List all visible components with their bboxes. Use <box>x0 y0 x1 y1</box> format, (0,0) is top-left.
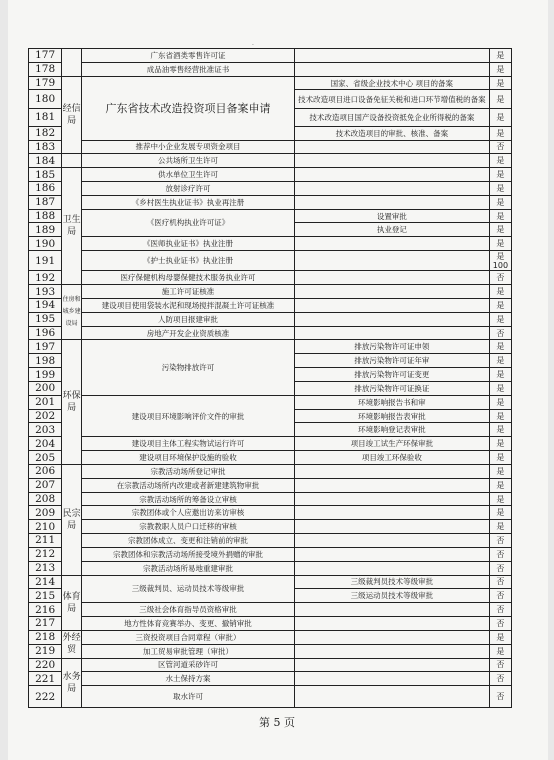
row-number: 196 <box>29 326 62 340</box>
sub-item <box>294 299 489 313</box>
sub-item <box>294 326 489 340</box>
table-row <box>29 340 512 354</box>
table-row <box>29 561 512 575</box>
table-row <box>29 672 512 686</box>
online-flag: 否 <box>489 672 511 686</box>
item-name: 三级裁判员、运动员技术等级审批 <box>82 575 295 603</box>
sub-item: 技术改造项目的审批、核准、备案 <box>294 126 489 140</box>
table-row <box>29 547 512 561</box>
online-flag: 否 <box>489 271 511 285</box>
item-name: 宗教活动场所易地重建审批 <box>82 561 295 575</box>
item-name: 医疗保健机构母婴保健技术服务执业许可 <box>82 271 295 285</box>
department-cell: 经信局 <box>62 76 82 154</box>
row-number: 186 <box>29 181 62 195</box>
table-row <box>29 478 512 492</box>
online-flag: 否 <box>489 603 511 617</box>
online-flag: 是 <box>489 90 511 108</box>
row-number: 180 <box>29 90 62 108</box>
sub-item <box>294 168 489 182</box>
online-flag: 否 <box>489 561 511 575</box>
row-number: 187 <box>29 195 62 209</box>
row-number: 185 <box>29 168 62 182</box>
table-row <box>29 168 512 182</box>
sub-item <box>294 658 489 672</box>
online-flag: 是 <box>489 423 511 437</box>
row-number: 197 <box>29 340 62 354</box>
top-mark: . <box>252 40 254 47</box>
item-name: 公共场所卫生许可 <box>82 154 295 168</box>
table-row <box>29 617 512 631</box>
online-flag: 是 <box>489 181 511 195</box>
online-flag: 否 <box>489 326 511 340</box>
row-number: 199 <box>29 368 62 382</box>
sub-item: 排放污染物许可证年审 <box>294 354 489 368</box>
item-name: 水土保持方案 <box>82 672 295 686</box>
item-name: 《乡村医生执业证书》执业再注册 <box>82 195 295 209</box>
row-number: 189 <box>29 223 62 237</box>
online-flag: 是 <box>489 312 511 326</box>
sub-item: 环境影响登记表审批 <box>294 423 489 437</box>
row-number: 207 <box>29 478 62 492</box>
item-name: 《医师执业证书》执业注册 <box>82 237 295 251</box>
online-flag: 是 <box>489 409 511 423</box>
row-number: 219 <box>29 644 62 658</box>
sub-item: 国家、省级企业技术中心 项目的备案 <box>294 76 489 90</box>
sub-item: 设置审批 <box>294 209 489 223</box>
online-flag: 是 <box>489 395 511 409</box>
online-flag: 是 <box>489 340 511 354</box>
item-name: 施工许可证核准 <box>82 285 295 299</box>
table-row <box>29 492 512 506</box>
row-number: 188 <box>29 209 62 223</box>
table-row <box>29 534 512 548</box>
online-flag: 是 <box>489 478 511 492</box>
sub-item <box>294 686 489 708</box>
sub-item <box>294 644 489 658</box>
item-name: 宗教团体和宗教活动场所接受境外捐赠的审批 <box>82 547 295 561</box>
online-flag: 否 <box>489 589 511 603</box>
item-name: 《护士执业证书》执业注册 <box>82 251 295 271</box>
sub-item <box>294 285 489 299</box>
table-row <box>29 62 512 76</box>
online-flag: 是 <box>489 437 511 451</box>
online-flag: 否 <box>489 686 511 708</box>
table-row <box>29 506 512 520</box>
sub-item <box>294 312 489 326</box>
table-row <box>29 181 512 195</box>
item-name: 三资投资项目合同章程（审批） <box>82 630 295 644</box>
online-flag: 是 <box>489 126 511 140</box>
sub-item <box>294 478 489 492</box>
sub-item: 环境影响报告表审批 <box>294 409 489 423</box>
row-number: 217 <box>29 617 62 631</box>
item-name: 三级社会体育指导员资格审批 <box>82 603 295 617</box>
sub-item <box>294 630 489 644</box>
online-flag: 是 <box>489 506 511 520</box>
online-flag: 是 <box>489 195 511 209</box>
item-name: 供水单位卫生许可 <box>82 168 295 182</box>
table-row <box>29 49 512 63</box>
row-number: 209 <box>29 506 62 520</box>
row-number: 191 <box>29 251 62 271</box>
sub-item <box>294 506 489 520</box>
sub-item <box>294 672 489 686</box>
row-number: 214 <box>29 575 62 589</box>
row-number: 194 <box>29 299 62 313</box>
approval-items-table <box>28 48 512 708</box>
item-name: 房地产开发企业资质核准 <box>82 326 295 340</box>
row-number: 215 <box>29 589 62 603</box>
sub-item <box>294 492 489 506</box>
sub-item: 执业登记 <box>294 223 489 237</box>
row-number: 208 <box>29 492 62 506</box>
row-number: 211 <box>29 534 62 548</box>
row-number: 183 <box>29 140 62 154</box>
row-number: 210 <box>29 520 62 534</box>
sub-item <box>294 534 489 548</box>
item-name: 《医疗机构执业许可证》 <box>82 209 295 237</box>
table-row <box>29 76 512 90</box>
table-row <box>29 154 512 168</box>
row-number: 193 <box>29 285 62 299</box>
sub-item <box>294 154 489 168</box>
online-flag: 否 <box>489 534 511 548</box>
sub-item <box>294 271 489 285</box>
sub-item <box>294 617 489 631</box>
item-name: 推荐中小企业发展专项资金项目 <box>82 140 295 154</box>
row-number: 202 <box>29 409 62 423</box>
row-number: 184 <box>29 154 62 168</box>
item-name: 地方性体育竞赛举办、变更、撤销审批 <box>82 617 295 631</box>
row-number: 222 <box>29 686 62 708</box>
table-row <box>29 451 512 465</box>
online-flag: 是 <box>489 451 511 465</box>
item-name: 取水许可 <box>82 686 295 708</box>
item-name: 成品油零售经营批准证书 <box>82 62 295 76</box>
online-flag: 是 <box>489 630 511 644</box>
department-cell: 水务局 <box>62 658 82 707</box>
department-cell: 环保局 <box>62 340 82 464</box>
item-name: 宗教团体或个人应邀出访来访审核 <box>82 506 295 520</box>
row-number: 192 <box>29 271 62 285</box>
department-cell: 卫生局 <box>62 168 82 285</box>
item-name: 宗教活动场所登记审批 <box>82 464 295 478</box>
department-cell: 住房和城乡建设局 <box>62 285 82 340</box>
online-flag: 是 <box>489 520 511 534</box>
sub-item <box>294 520 489 534</box>
table-row <box>29 285 512 299</box>
online-flag: 否 <box>489 575 511 589</box>
online-flag: 否 <box>489 140 511 154</box>
online-flag: 是 100 <box>489 251 511 271</box>
online-flag: 是 <box>489 76 511 90</box>
table-row <box>29 437 512 451</box>
sub-item: 技术改造项目进口设备免征关税和进口环节增值税的备案 <box>294 90 489 108</box>
row-number: 213 <box>29 561 62 575</box>
sub-item: 三级运动员技术等级审批 <box>294 589 489 603</box>
department-cell <box>62 49 82 77</box>
row-number: 204 <box>29 437 62 451</box>
row-number: 216 <box>29 603 62 617</box>
online-flag: 是 <box>489 154 511 168</box>
item-name: 建设项目环境保护设施的验收 <box>82 451 295 465</box>
row-number: 205 <box>29 451 62 465</box>
item-name: 加工贸易审批管理（审批） <box>82 644 295 658</box>
item-name: 广东省技术改造投资项目备案申请 <box>82 76 295 140</box>
item-name: 宗教教职人员户口迁移的审核 <box>82 520 295 534</box>
sub-item <box>294 140 489 154</box>
sub-item: 项目竣工环保验收 <box>294 451 489 465</box>
sub-item <box>294 62 489 76</box>
table-row <box>29 658 512 672</box>
item-name: 宗教团体成立、变更和注销前的审批 <box>82 534 295 548</box>
table-row <box>29 312 512 326</box>
table-row <box>29 195 512 209</box>
sub-item: 环境影响报告书和审 <box>294 395 489 409</box>
item-name: 污染物排放许可 <box>82 340 295 395</box>
table-row <box>29 644 512 658</box>
sub-item: 排放污染物许可证换证 <box>294 381 489 395</box>
online-flag: 是 <box>489 381 511 395</box>
department-cell <box>62 154 82 168</box>
page-number: 第 5 页 <box>259 716 295 729</box>
item-name: 建设项目环境影响评价文件的审批 <box>82 395 295 436</box>
online-flag: 是 <box>489 62 511 76</box>
online-flag: 是 <box>489 168 511 182</box>
online-flag: 是 <box>489 285 511 299</box>
row-number: 203 <box>29 423 62 437</box>
sub-item <box>294 237 489 251</box>
table-row <box>29 140 512 154</box>
department-cell: 外经贸 <box>62 630 82 658</box>
table-row <box>29 575 512 589</box>
online-flag: 否 <box>489 547 511 561</box>
row-number: 220 <box>29 658 62 672</box>
table-row <box>29 464 512 478</box>
table-row <box>29 237 512 251</box>
row-number: 218 <box>29 630 62 644</box>
table-row <box>29 395 512 409</box>
row-number: 206 <box>29 464 62 478</box>
table-row <box>29 326 512 340</box>
row-number: 195 <box>29 312 62 326</box>
table-row <box>29 299 512 313</box>
table-row <box>29 251 512 271</box>
online-flag: 否 <box>489 617 511 631</box>
online-flag: 是 <box>489 108 511 126</box>
online-flag: 是 <box>489 299 511 313</box>
sub-item <box>294 181 489 195</box>
table-row <box>29 271 512 285</box>
item-name: 区管河道采砂许可 <box>82 658 295 672</box>
sub-item: 技术改造项目国产设备投资抵免企业所得税的备案 <box>294 108 489 126</box>
item-name: 建设项目主体工程实物试运行许可 <box>82 437 295 451</box>
online-flag: 是 <box>489 492 511 506</box>
table-row <box>29 630 512 644</box>
row-number: 179 <box>29 76 62 90</box>
item-name: 放射诊疗许可 <box>82 181 295 195</box>
sub-item: 排放污染物许可证申领 <box>294 340 489 354</box>
sub-item <box>294 603 489 617</box>
item-name: 在宗教活动场所内改建或者新建建筑物审批 <box>82 478 295 492</box>
sub-item <box>294 547 489 561</box>
sub-item <box>294 49 489 63</box>
online-flag: 是 <box>489 464 511 478</box>
online-flag: 是 <box>489 354 511 368</box>
row-number: 182 <box>29 126 62 140</box>
department-cell: 体育局 <box>62 575 82 630</box>
sub-item <box>294 195 489 209</box>
row-number: 198 <box>29 354 62 368</box>
department-cell: 民宗局 <box>62 464 82 575</box>
online-flag: 是 <box>489 237 511 251</box>
row-number: 190 <box>29 237 62 251</box>
row-number: 212 <box>29 547 62 561</box>
row-number: 221 <box>29 672 62 686</box>
row-number: 200 <box>29 381 62 395</box>
table-row <box>29 520 512 534</box>
online-flag: 是 <box>489 209 511 223</box>
online-flag: 是 <box>489 49 511 63</box>
online-flag: 是 <box>489 223 511 237</box>
row-number: 181 <box>29 108 62 126</box>
online-flag: 是 <box>489 644 511 658</box>
row-number: 178 <box>29 62 62 76</box>
row-number: 201 <box>29 395 62 409</box>
table-row <box>29 686 512 708</box>
sub-item: 项目竣工试生产环保审批 <box>294 437 489 451</box>
row-number: 177 <box>29 49 62 63</box>
item-name: 建设项目使用袋装水泥和现场搅拌混凝土许可证核准 <box>82 299 295 313</box>
item-name: 人防项目报建审批 <box>82 312 295 326</box>
sub-item <box>294 251 489 271</box>
sub-item <box>294 561 489 575</box>
sub-item <box>294 464 489 478</box>
online-flag: 是 <box>489 368 511 382</box>
item-name: 广东省酒类零售许可证 <box>82 49 295 63</box>
sub-item: 排放污染物许可证变更 <box>294 368 489 382</box>
item-name: 宗教活动场所的筹备设立审核 <box>82 492 295 506</box>
online-flag: 否 <box>489 658 511 672</box>
sub-item: 三级裁判员技术等级审批 <box>294 575 489 589</box>
table-row <box>29 603 512 617</box>
table-row <box>29 209 512 223</box>
